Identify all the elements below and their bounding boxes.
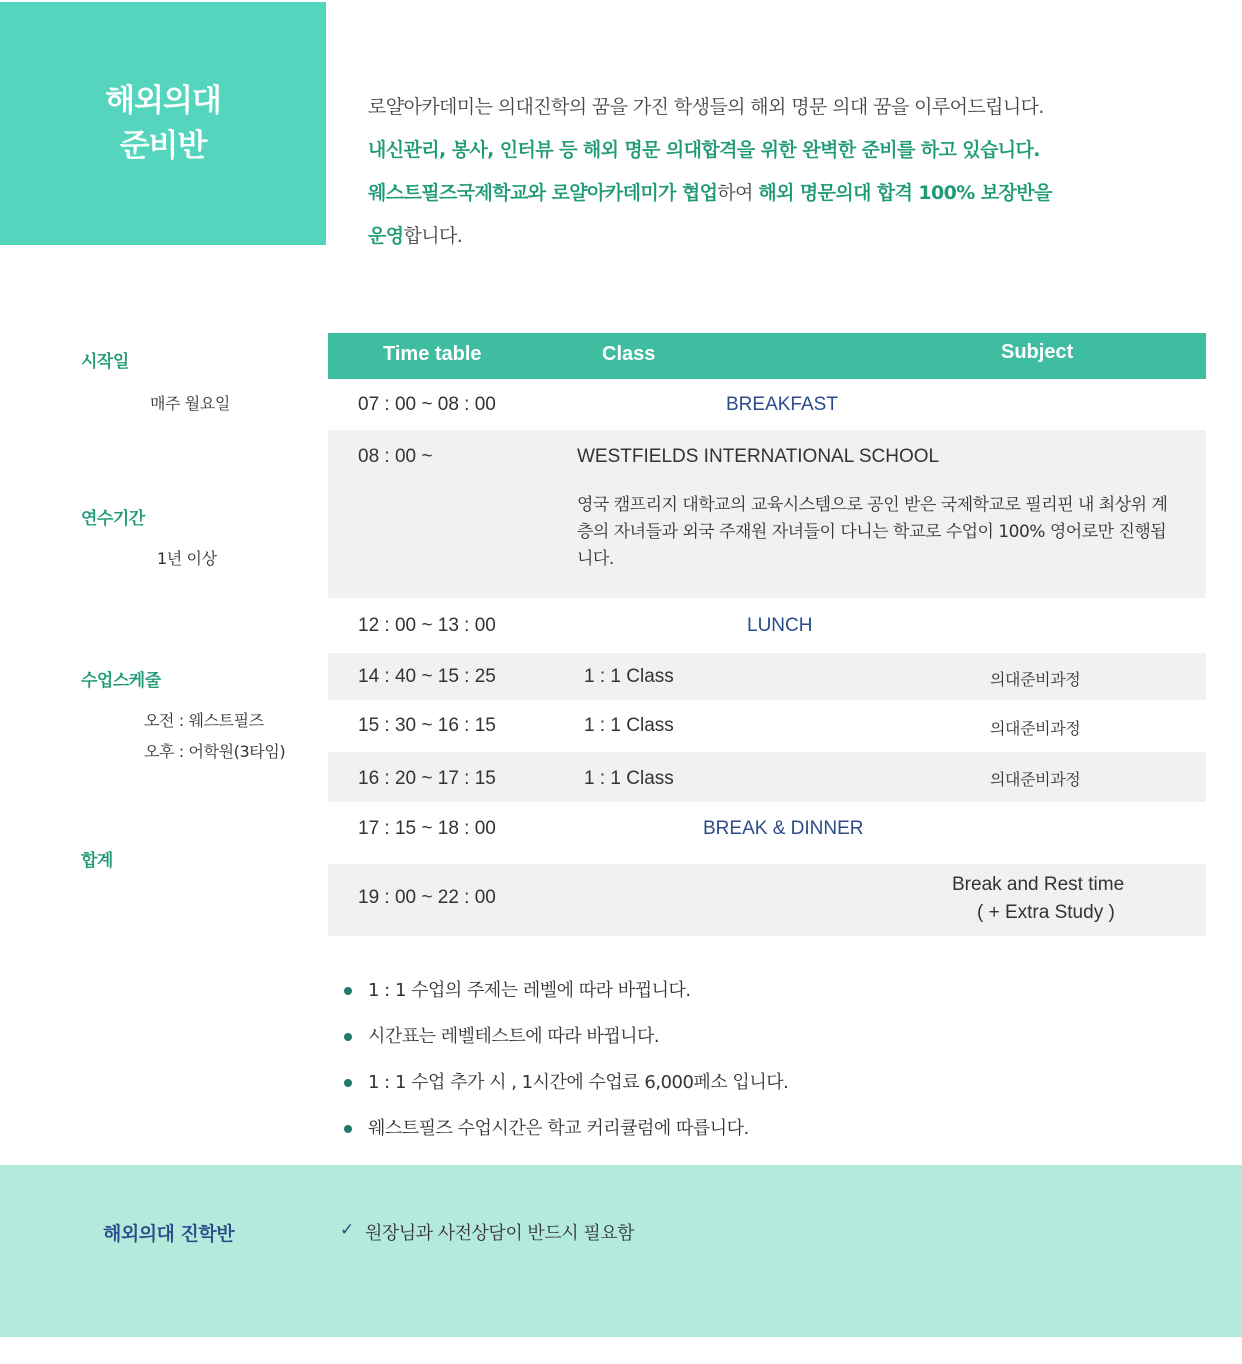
header-class: Class (602, 343, 656, 365)
list-item (340, 1106, 788, 1152)
row-time: 19 : 00 ~ 22 : 00 (358, 887, 496, 908)
list-item (340, 968, 788, 1014)
header-time: Time table (383, 343, 482, 365)
row-description: 영국 캠프리지 대학교의 교육시스템으로 공인 받은 국제학교로 필리핀 내 최상위 계층의 자녀들과 외국 주재원 자녀들이 다니는 학교로 수업이 100% 영어로만 진행됩니다. (577, 495, 1168, 569)
check-icon: ✓ (340, 1220, 355, 1240)
bullet-icon (344, 987, 352, 995)
row-activity: LUNCH (747, 615, 813, 636)
row-class: 1 : 1 Class (584, 768, 674, 789)
table-row (328, 653, 1206, 700)
start-label: 시작일 (81, 352, 129, 372)
row-class: 1 : 1 Class (584, 715, 674, 736)
duration-value: 1년 이상 (157, 549, 217, 568)
schedule-am: 오전 : 웨스트필즈 (144, 711, 264, 730)
footer-text: 원장님과 사전상담이 반드시 필요함 (365, 1223, 634, 1244)
table-row (328, 598, 1206, 653)
footer-banner (0, 1165, 1242, 1337)
row-time: 07 : 00 ~ 08 : 00 (358, 394, 496, 415)
intro-line-2: 내신관리, 봉사, 인터뷰 등 해외 명문 의대합격을 위한 완벽한 준비를 하고 있습니다. (368, 139, 1040, 161)
note-text: 1 : 1 수업의 주제는 레벨에 따라 바뀝니다. (368, 980, 691, 1001)
bullet-icon (344, 1033, 352, 1041)
intro-text (368, 86, 1208, 258)
note-text: 시간표는 레벨테스트에 따라 바뀝니다. (368, 1026, 660, 1047)
intro-line-3-plain: 하여 (717, 182, 759, 204)
table-row (328, 864, 1206, 936)
timetable-header (328, 333, 1206, 379)
intro-line-4-plain: 합니다. (403, 225, 463, 247)
intro-line-3-highlight-a: 웨스트필즈국제학교와 로얄아카데미가 협업 (368, 182, 718, 204)
schedule-pm: 오후 : 어학원(3타임) (144, 742, 286, 761)
table-row (328, 379, 1206, 430)
row-time: 08 : 00 ~ (358, 446, 433, 467)
footer-title: 해외의대 진학반 (103, 1223, 235, 1245)
table-row (328, 752, 1206, 802)
hero-title-line1: 해외의대 (105, 82, 221, 119)
schedule-label: 수업스케줄 (81, 671, 161, 691)
row-activity: BREAK & DINNER (703, 818, 864, 839)
notes-list (340, 968, 788, 1152)
row-subject: 의대준비과정 (990, 719, 1081, 738)
row-time: 15 : 30 ~ 16 : 15 (358, 715, 496, 736)
intro-line-1: 로얄아카데미는 의대진학의 꿈을 가진 학생들의 해외 명문 의대 꿈을 이루어드립니다. (368, 96, 1044, 118)
row-activity: BREAKFAST (726, 394, 838, 415)
table-row (328, 700, 1206, 752)
row-subject-line1: Break and Rest time (952, 874, 1125, 895)
table-row (328, 802, 1206, 864)
bullet-icon (344, 1079, 352, 1087)
intro-line-4-highlight: 운영 (368, 225, 404, 247)
row-time: 12 : 00 ~ 13 : 00 (358, 615, 496, 636)
note-text: 1 : 1 수업 추가 시 , 1시간에 수업료 6,000페소 입니다. (368, 1072, 789, 1093)
bullet-icon (344, 1125, 352, 1133)
row-subject: 의대준비과정 (990, 770, 1081, 789)
row-time: 14 : 40 ~ 15 : 25 (358, 666, 496, 687)
row-time: 16 : 20 ~ 17 : 15 (358, 768, 496, 789)
list-item (340, 1060, 788, 1106)
start-value: 매주 월요일 (150, 394, 230, 413)
row-subject-line2: ( + Extra Study ) (977, 902, 1115, 923)
list-item (340, 1014, 788, 1060)
hero-box (0, 2, 326, 245)
timetable (328, 333, 1206, 936)
intro-line-3-highlight-c: 해외 명문의대 합격 100% 보장반을 (758, 182, 1052, 204)
row-time: 17 : 15 ~ 18 : 00 (358, 818, 496, 839)
table-row (328, 430, 1206, 598)
row-class: 1 : 1 Class (584, 666, 674, 687)
intro-line-3 (368, 172, 1208, 215)
total-label: 합계 (81, 851, 113, 871)
hero-title-line2: 준비반 (119, 127, 207, 164)
note-text: 웨스트필즈 수업시간은 학교 커리큘럼에 따릅니다. (368, 1118, 749, 1139)
header-subject: Subject (1001, 341, 1074, 363)
row-class: WESTFIELDS INTERNATIONAL SCHOOL (577, 446, 940, 467)
duration-label: 연수기간 (81, 509, 145, 529)
intro-line-4 (368, 215, 1208, 258)
row-subject: 의대준비과정 (990, 670, 1081, 689)
